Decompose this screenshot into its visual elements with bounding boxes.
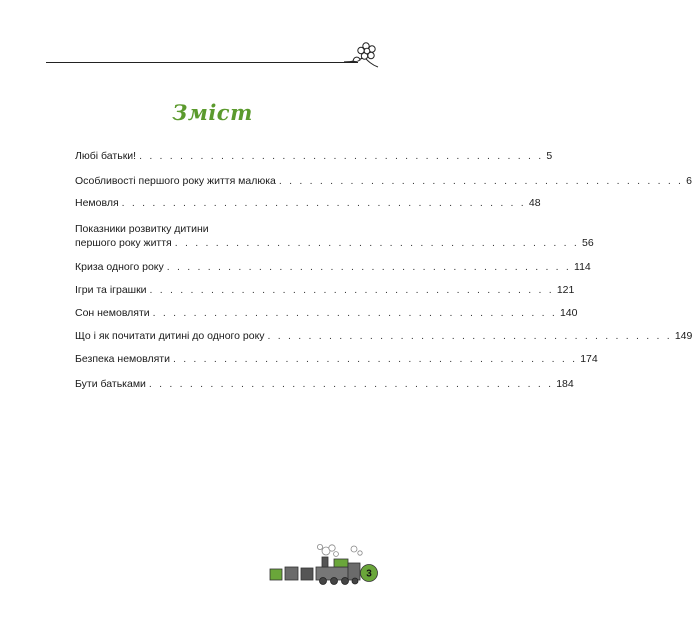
dot-leader: . . . . . . . . . . . . . . . . . . . . . . . . . . . . . . . . . . . . . . . . [166,261,572,273]
toc-page-number: 174 [580,353,598,365]
toc-entry-title: Що і як почитати дитині до одного року [75,330,265,342]
toc-page-number: 56 [582,236,594,249]
toc-page-number: 149 [674,330,692,342]
dot-leader: . . . . . . . . . . . . . . . . . . . . . . . . . . . . . . . . . . . . . . . . [267,330,672,342]
toc-page-number: 5 [546,150,553,162]
dot-leader: . . . . . . . . . . . . . . . . . . . . . . . . . . . . . . . . . . . . . . . . [152,307,557,319]
toc-entry[interactable] [75,307,578,321]
toc-entry-title: Криза одного року [75,261,164,273]
toc-page-number: 6 [686,175,692,187]
toc-entry-title: Сон немовляти [75,307,150,319]
dot-leader: . . . . . . . . . . . . . . . . . . . . . . . . . . . . . . . . . . . . . . . . [121,197,526,209]
dot-leader: . . . . . . . . . . . . . . . . . . . . . . . . . . . . . . . . . . . . . . . . [172,353,578,365]
toc-entry[interactable] [75,378,574,392]
toc-entry[interactable] [75,284,575,298]
toc-entry-title-line1: Показники розвитку дитини [75,223,209,235]
toc-entry-title: Немовля [75,197,119,209]
page-title: Зміст [172,100,253,125]
dot-leader: . . . . . . . . . . . . . . . . . . . . . . . . . . . . . . . . . . . . . . . . [278,175,684,187]
toc-entry-title: Безпека немовляти [75,353,170,365]
dot-leader: . . . . . . . . . . . . . . . . . . . . . . . . . . . . . . . . . . . . . . . . [149,284,554,296]
toc-entry-title-line2: першого року життя [75,236,172,249]
flower-ornament-icon [344,40,380,70]
dot-leader: . . . . . . . . . . . . . . . . . . . . . . . . . . . . . . . . . . . . . . . . [139,150,544,162]
toy-train-icon [268,543,380,587]
dot-leader: . . . . . . . . . . . . . . . . . . . . . . . . . . . . . . . . . . . . . . . . [174,236,580,249]
toc-entry[interactable] [75,150,553,164]
toc-entry-title: Особливості першого року життя малюка [75,175,276,187]
header-rule [46,62,358,63]
toc-page-number: 184 [556,378,574,390]
toc-entry[interactable] [75,175,692,189]
toc-page-number: 48 [528,197,541,209]
toc-page-number: 140 [559,307,578,319]
toc-page-number: 114 [574,261,591,273]
toc-entry[interactable] [75,353,598,367]
toc-page-number: 121 [556,284,575,296]
toc-entry[interactable] [75,197,541,211]
toc-entry[interactable] [75,223,594,250]
toc-entry[interactable] [75,261,591,275]
toc-entry-title: Бути батьками [75,378,146,390]
toc-entry-title: Ігри та іграшки [75,284,147,296]
toc-entry-title: Любі батьки! [75,150,137,162]
dot-leader: . . . . . . . . . . . . . . . . . . . . . . . . . . . . . . . . . . . . . . . . [148,378,554,390]
toc-entry[interactable] [75,330,692,344]
page-number: 3 [366,568,372,580]
